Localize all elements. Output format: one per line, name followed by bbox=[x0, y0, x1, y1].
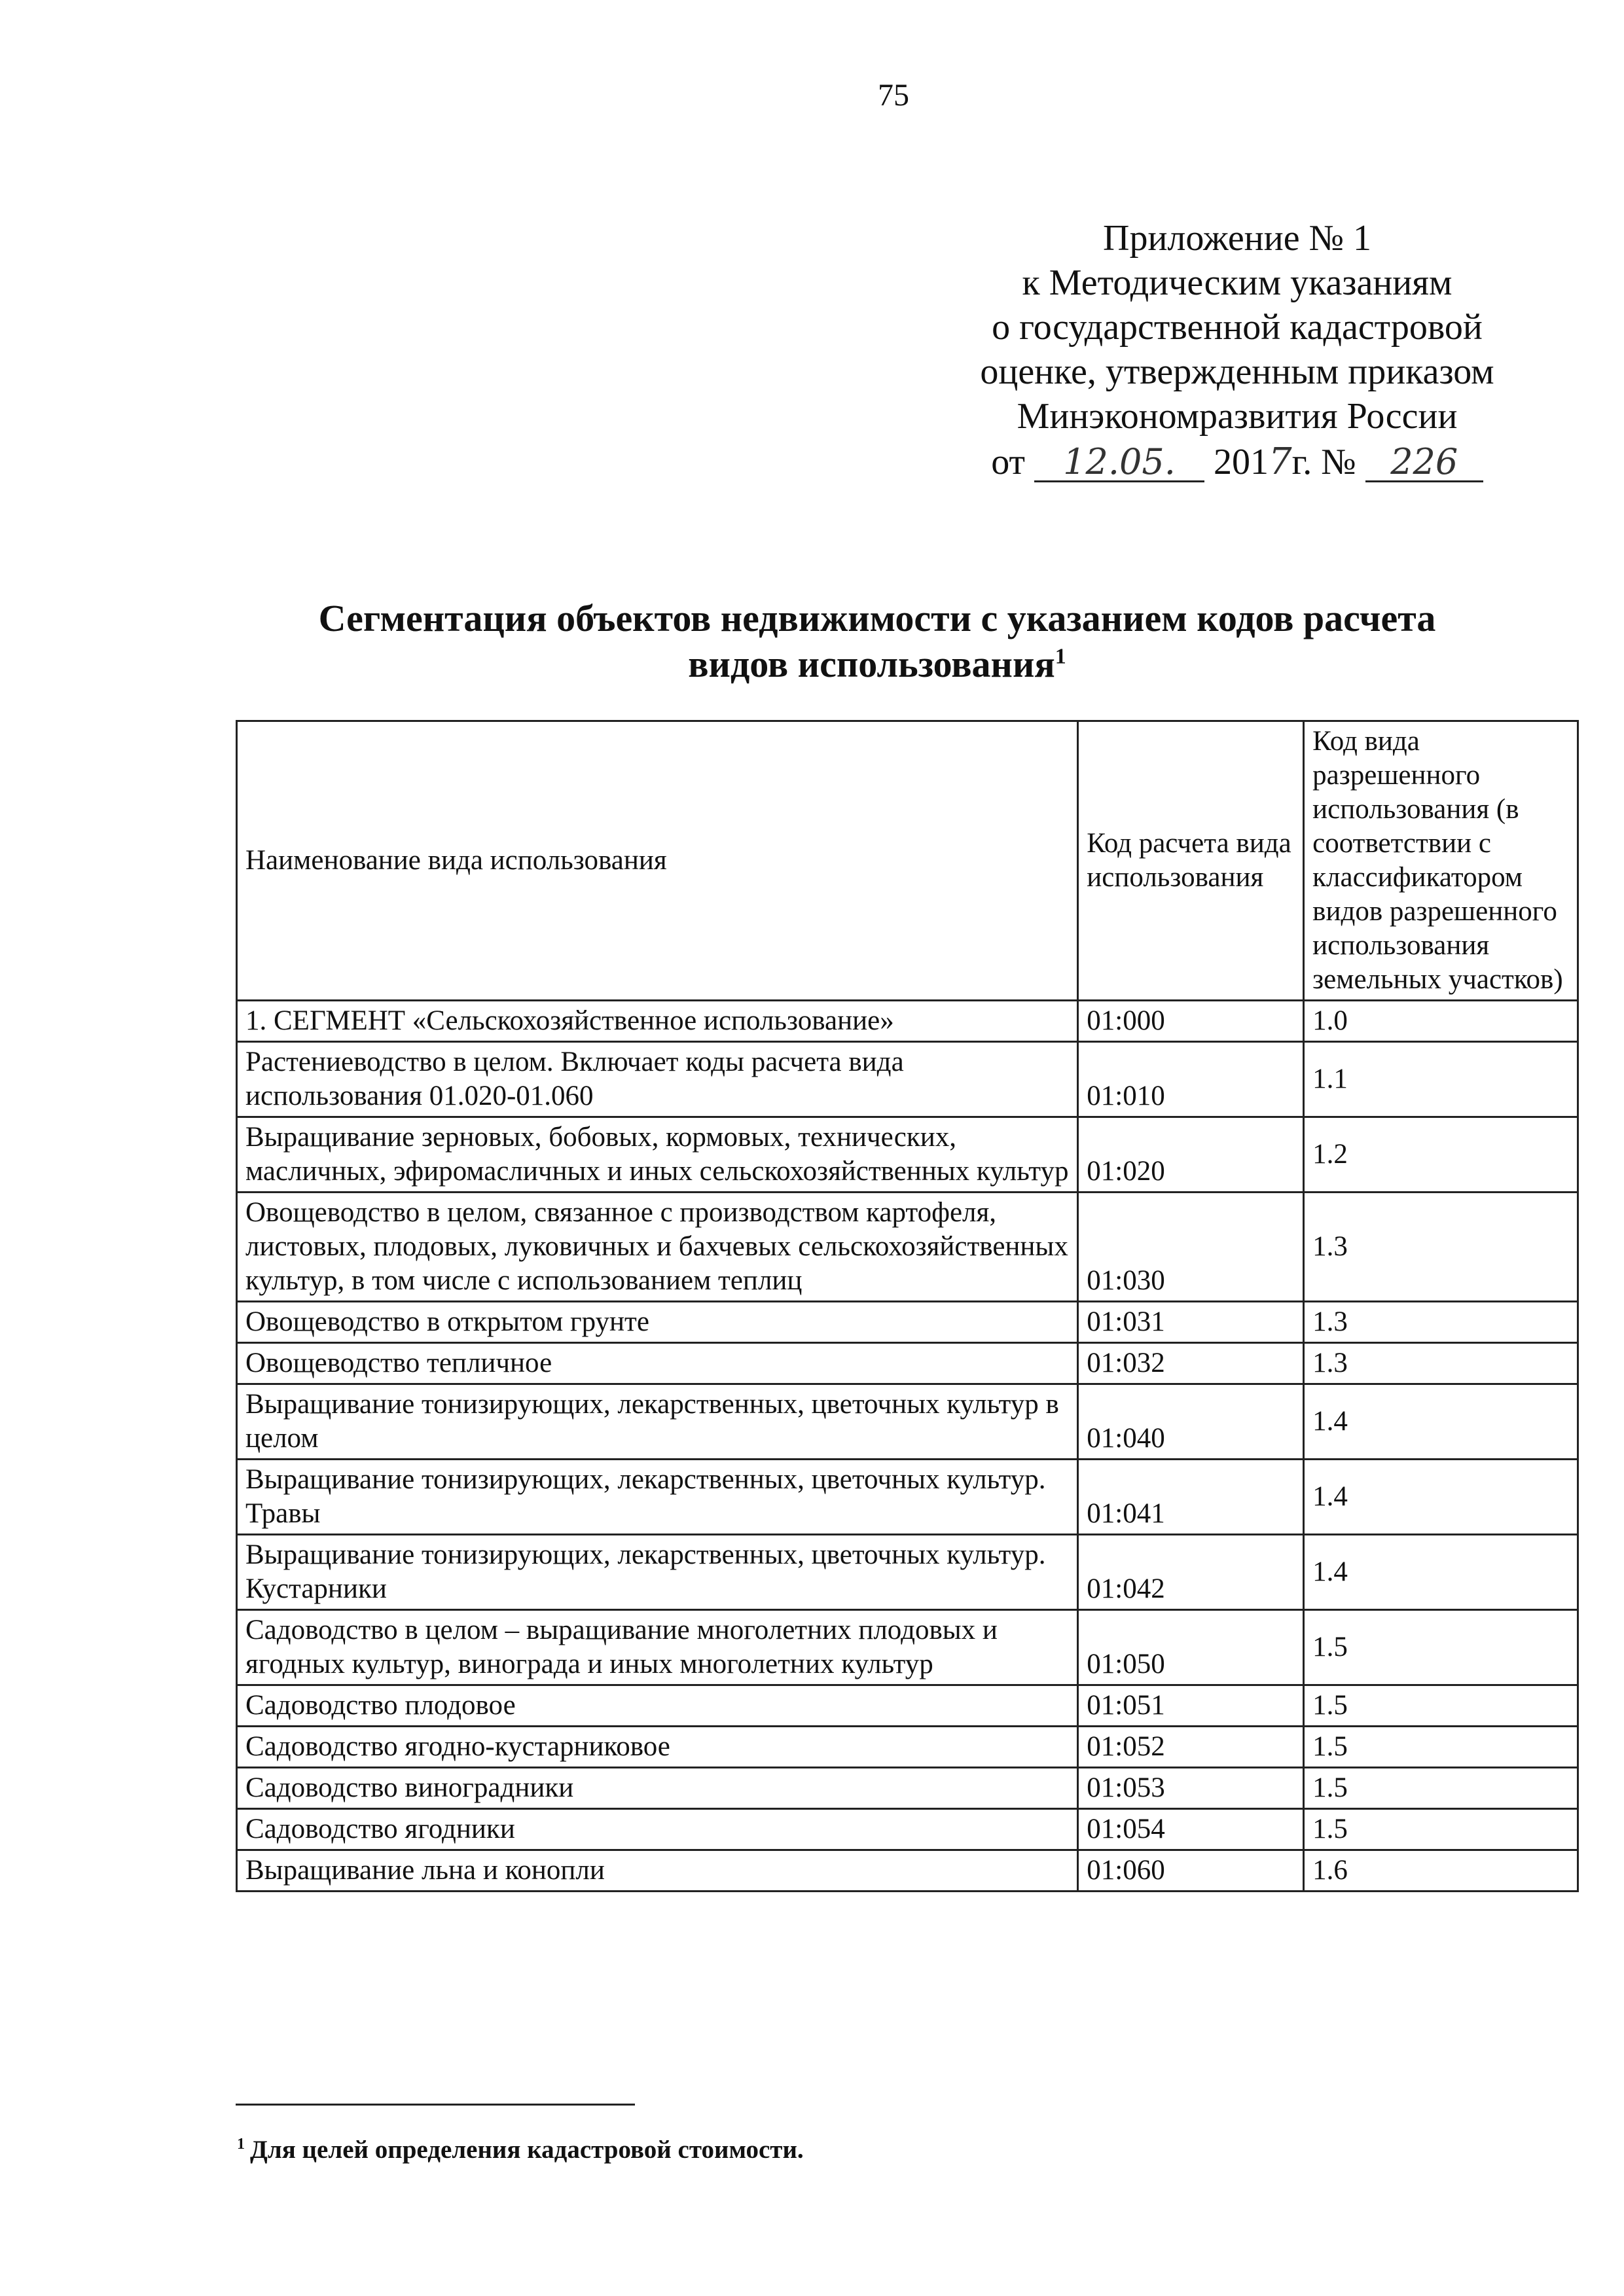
handwritten-date: 12.05. bbox=[1034, 444, 1204, 482]
row-vri-code-cell: 1.5 bbox=[1304, 1727, 1578, 1768]
footnote-mark: 1 bbox=[237, 2136, 245, 2153]
row-name-cell: Садоводство в целом – выращивание многолетних плодовых и ягодных культур, винограда и иных многолетних культур bbox=[237, 1610, 1078, 1685]
row-name-cell: Выращивание тонизирующих, лекарственных, цветочных культур. Кустарники bbox=[237, 1535, 1078, 1610]
row-calc-code-cell: 01:053 bbox=[1078, 1768, 1304, 1809]
row-name-cell: Выращивание зерновых, бобовых, кормовых, технических, масличных, эфиромасличных и иных сельскохозяйственных культур bbox=[237, 1117, 1078, 1193]
row-name-cell: Выращивание льна и конопли bbox=[237, 1850, 1078, 1892]
appendix-header bbox=[943, 216, 1532, 484]
header-vri-code: Код вида разрешенного использования (в соответствии с классификатором видов разрешенного использования земельных участков) bbox=[1304, 721, 1578, 1001]
row-calc-code-cell: 01:040 bbox=[1078, 1384, 1304, 1460]
table-row bbox=[237, 1685, 1578, 1727]
row-name-cell: Садоводство виноградники bbox=[237, 1768, 1078, 1809]
header-calc-code: Код расчета вида использования bbox=[1078, 721, 1304, 1001]
table-row bbox=[237, 1117, 1578, 1193]
appendix-line: о государственной кадастровой bbox=[992, 307, 1483, 348]
date-prefix: от bbox=[991, 442, 1025, 482]
table-row bbox=[237, 1343, 1578, 1384]
row-calc-code-cell: 01:050 bbox=[1078, 1610, 1304, 1685]
table-row bbox=[237, 1384, 1578, 1460]
table-row bbox=[237, 1768, 1578, 1809]
row-calc-code-cell: 01:010 bbox=[1078, 1042, 1304, 1117]
row-calc-code-cell: 01:041 bbox=[1078, 1460, 1304, 1535]
row-calc-code-cell: 01:000 bbox=[1078, 1001, 1304, 1042]
row-calc-code-cell: 01:030 bbox=[1078, 1193, 1304, 1302]
order-date-line bbox=[943, 440, 1532, 484]
row-calc-code-cell: 01:051 bbox=[1078, 1685, 1304, 1727]
table-row bbox=[237, 1460, 1578, 1535]
table-row bbox=[237, 1302, 1578, 1343]
row-name-cell: 1. СЕГМЕНТ «Сельскохозяйственное использование» bbox=[237, 1001, 1078, 1042]
year-printed: 201 bbox=[1214, 442, 1269, 482]
row-calc-code-cell: 01:052 bbox=[1078, 1727, 1304, 1768]
table-row bbox=[237, 1535, 1578, 1610]
row-name-cell: Выращивание тонизирующих, лекарственных, цветочных культур в целом bbox=[237, 1384, 1078, 1460]
appendix-line: Минэкономразвития России bbox=[1017, 396, 1458, 437]
table-row bbox=[237, 1727, 1578, 1768]
number-label: г. № bbox=[1291, 442, 1356, 482]
row-calc-code-cell: 01:032 bbox=[1078, 1343, 1304, 1384]
row-vri-code-cell: 1.4 bbox=[1304, 1460, 1578, 1535]
row-name-cell: Садоводство ягодники bbox=[237, 1809, 1078, 1850]
appendix-line: оценке, утвержденным приказом bbox=[980, 351, 1494, 392]
table-row bbox=[237, 1001, 1578, 1042]
row-vri-code-cell: 1.6 bbox=[1304, 1850, 1578, 1892]
row-name-cell: Растениеводство в целом. Включает коды расчета вида использования 01.020-01.060 bbox=[237, 1042, 1078, 1117]
row-calc-code-cell: 01:031 bbox=[1078, 1302, 1304, 1343]
table-row bbox=[237, 1042, 1578, 1117]
row-name-cell: Выращивание тонизирующих, лекарственных, цветочных культур. Травы bbox=[237, 1460, 1078, 1535]
table-row bbox=[237, 1809, 1578, 1850]
header-name: Наименование вида использования bbox=[237, 721, 1078, 1001]
row-vri-code-cell: 1.3 bbox=[1304, 1193, 1578, 1302]
table-row bbox=[237, 1850, 1578, 1892]
table-row bbox=[237, 1610, 1578, 1685]
year-handwritten: 7 bbox=[1269, 440, 1292, 483]
row-vri-code-cell: 1.0 bbox=[1304, 1001, 1578, 1042]
row-vri-code-cell: 1.2 bbox=[1304, 1117, 1578, 1193]
row-name-cell: Садоводство плодовое bbox=[237, 1685, 1078, 1727]
footnote bbox=[237, 2135, 804, 2164]
title-footnote-mark: 1 bbox=[1055, 644, 1066, 669]
row-name-cell: Овощеводство в открытом грунте bbox=[237, 1302, 1078, 1343]
row-vri-code-cell: 1.5 bbox=[1304, 1685, 1578, 1727]
row-vri-code-cell: 1.5 bbox=[1304, 1768, 1578, 1809]
footnote-text: Для целей определения кадастровой стоимости. bbox=[250, 2136, 804, 2164]
row-calc-code-cell: 01:060 bbox=[1078, 1850, 1304, 1892]
row-calc-code-cell: 01:042 bbox=[1078, 1535, 1304, 1610]
handwritten-order-number: 226 bbox=[1365, 444, 1483, 482]
appendix-line: Приложение № 1 bbox=[1103, 218, 1371, 259]
appendix-line: к Методическим указаниям bbox=[1022, 262, 1453, 303]
row-name-cell: Садоводство ягодно-кустарниковое bbox=[237, 1727, 1078, 1768]
row-vri-code-cell: 1.1 bbox=[1304, 1042, 1578, 1117]
page-number: 75 bbox=[878, 78, 909, 113]
row-calc-code-cell: 01:054 bbox=[1078, 1809, 1304, 1850]
row-vri-code-cell: 1.3 bbox=[1304, 1302, 1578, 1343]
row-vri-code-cell: 1.4 bbox=[1304, 1535, 1578, 1610]
table-row bbox=[237, 1193, 1578, 1302]
row-vri-code-cell: 1.4 bbox=[1304, 1384, 1578, 1460]
table-header-row bbox=[237, 721, 1578, 1001]
row-name-cell: Овощеводство тепличное bbox=[237, 1343, 1078, 1384]
title-line-1: Сегментация объектов недвижимости с указанием кодов расчета bbox=[318, 597, 1436, 639]
row-calc-code-cell: 01:020 bbox=[1078, 1117, 1304, 1193]
row-vri-code-cell: 1.3 bbox=[1304, 1343, 1578, 1384]
footnote-divider bbox=[236, 2104, 635, 2106]
row-name-cell: Овощеводство в целом, связанное с производством картофеля, листовых, плодовых, луковичных и бахчевых сельскохозяйственных культур, в том числе с использованием теплиц bbox=[237, 1193, 1078, 1302]
row-vri-code-cell: 1.5 bbox=[1304, 1610, 1578, 1685]
title-line-2: видов использования bbox=[688, 643, 1055, 685]
row-vri-code-cell: 1.5 bbox=[1304, 1809, 1578, 1850]
table-body bbox=[237, 1001, 1578, 1892]
segmentation-table bbox=[236, 720, 1579, 1892]
document-title bbox=[229, 596, 1525, 687]
